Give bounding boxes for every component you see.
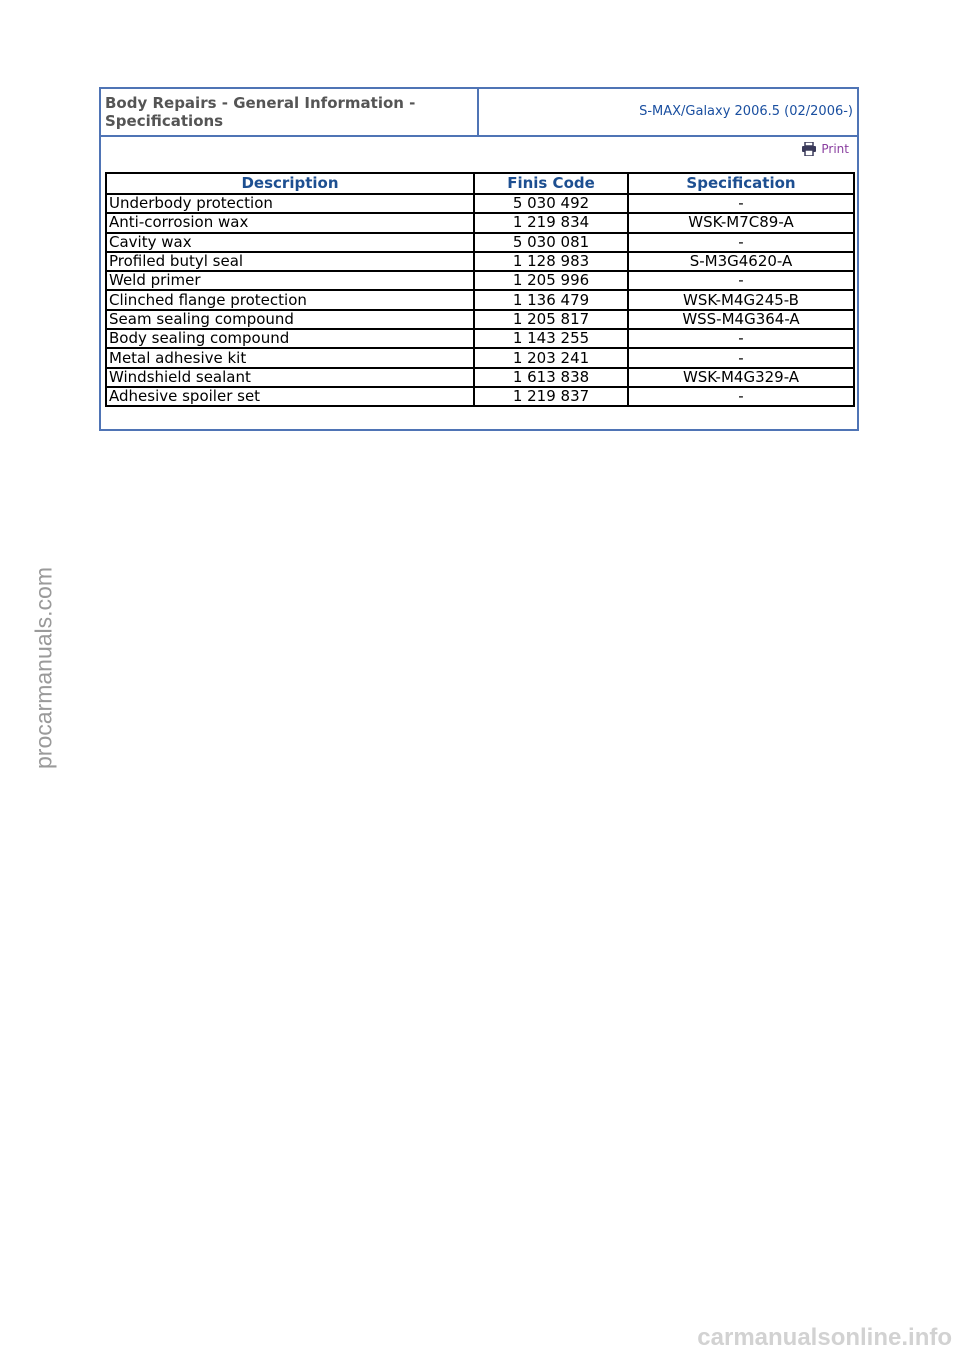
document-frame [99, 87, 859, 431]
table-row [106, 233, 854, 252]
bottom-watermark: carmanualsonline.info [697, 1324, 952, 1351]
table-row [106, 348, 854, 367]
description-cell: Metal adhesive kit [106, 348, 474, 367]
table-row [106, 329, 854, 348]
specification-cell: - [628, 271, 854, 290]
specification-cell: WSK-M4G329-A [628, 368, 854, 387]
finis-code-cell: 1 205 817 [474, 310, 628, 329]
print-button[interactable] [801, 142, 849, 156]
table-row [106, 290, 854, 309]
description-cell: Seam sealing compound [106, 310, 474, 329]
table-row [106, 387, 854, 406]
print-row [101, 137, 857, 173]
description-cell: Adhesive spoiler set [106, 387, 474, 406]
specification-cell: WSK-M4G245-B [628, 290, 854, 309]
finis-code-cell: 1 219 837 [474, 387, 628, 406]
specification-cell: S-M3G4620-A [628, 252, 854, 271]
table-row [106, 368, 854, 387]
column-header-finis-code: Finis Code [474, 173, 628, 194]
finis-code-cell: 1 205 996 [474, 271, 628, 290]
specification-cell: WSK-M7C89-A [628, 213, 854, 232]
specification-cell: - [628, 233, 854, 252]
description-cell: Weld primer [106, 271, 474, 290]
vehicle-model: S-MAX/Galaxy 2006.5 (02/2006-) [639, 104, 853, 119]
document-header [101, 89, 857, 137]
finis-code-cell: 1 143 255 [474, 329, 628, 348]
table-header-row [106, 173, 854, 194]
column-header-description: Description [106, 173, 474, 194]
description-cell: Body sealing compound [106, 329, 474, 348]
finis-code-cell: 1 219 834 [474, 213, 628, 232]
finis-code-cell: 5 030 492 [474, 194, 628, 213]
column-header-specification: Specification [628, 173, 854, 194]
finis-code-cell: 1 136 479 [474, 290, 628, 309]
specification-cell: - [628, 348, 854, 367]
specification-cell: - [628, 194, 854, 213]
description-cell: Clinched flange protection [106, 290, 474, 309]
description-cell: Anti-corrosion wax [106, 213, 474, 232]
specifications-table [105, 172, 855, 407]
finis-code-cell: 5 030 081 [474, 233, 628, 252]
table-row [106, 194, 854, 213]
finis-code-cell: 1 128 983 [474, 252, 628, 271]
table-row [106, 213, 854, 232]
print-label: Print [821, 142, 849, 156]
specification-cell: - [628, 329, 854, 348]
specification-cell: WSS-M4G364-A [628, 310, 854, 329]
finis-code-cell: 1 613 838 [474, 368, 628, 387]
table-row [106, 310, 854, 329]
description-cell: Windshield sealant [106, 368, 474, 387]
side-watermark: procarmanuals.com [30, 567, 57, 769]
printer-icon [801, 142, 817, 156]
finis-code-cell: 1 203 241 [474, 348, 628, 367]
description-cell: Profiled butyl seal [106, 252, 474, 271]
table-row [106, 271, 854, 290]
table-row [106, 252, 854, 271]
specification-cell: - [628, 387, 854, 406]
description-cell: Cavity wax [106, 233, 474, 252]
page-title: Body Repairs - General Information - Specifications [101, 89, 479, 135]
description-cell: Underbody protection [106, 194, 474, 213]
